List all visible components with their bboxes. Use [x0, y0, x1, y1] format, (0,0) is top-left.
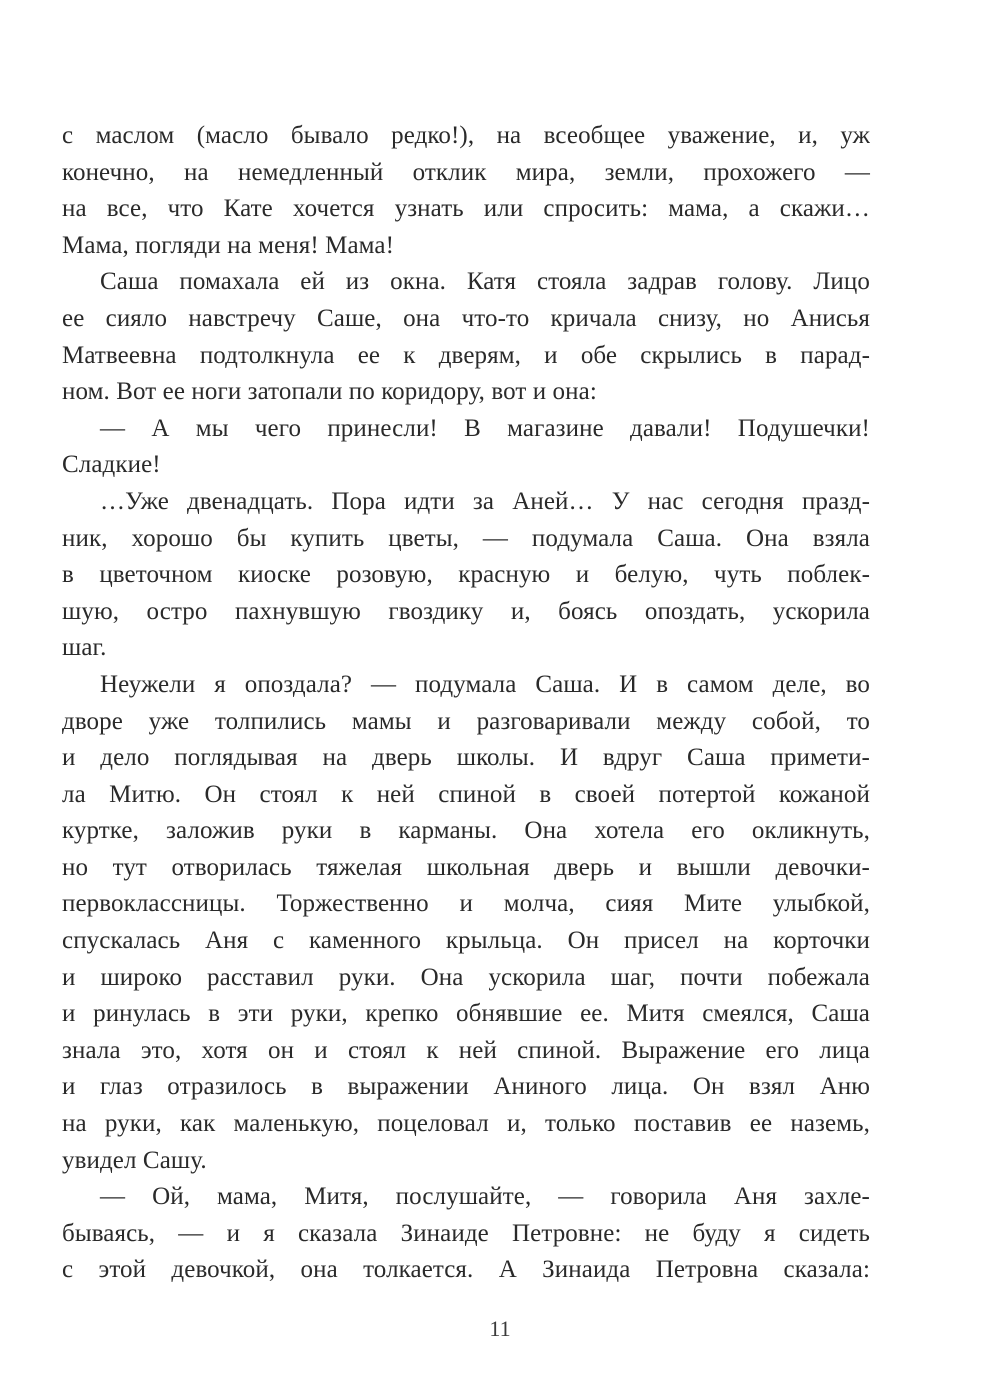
text-line: знала это, хотя он и стоял к ней спиной. Выражение его лица [62, 1036, 870, 1064]
text-line: ном. Вот ее ноги затопали по коридору, вот и она: [62, 378, 597, 406]
text-line: ее сияло навстречу Саше, она что-то кричала снизу, но Анисья [62, 304, 870, 332]
text-line: с этой девочкой, она толкается. А Зинаида Петровна сказала: [62, 1256, 870, 1284]
text-line: спускалась Аня с каменного крыльца. Он присел на корточки [62, 927, 870, 955]
text-line: но тут отворилась тяжелая школьная дверь и вышли девочки- [62, 853, 870, 881]
paragraph-first-line: — Ой, мама, Митя, послушайте, — говорила Аня захле- [100, 1183, 870, 1211]
text-line: ник, хорошо бы купить цветы, — подумала Саша. Она взяла [62, 524, 870, 552]
text-line: на все, что Кате хочется узнать или спросить: мама, а скажи… [62, 195, 870, 223]
text-line: и ринулась в эти руки, крепко обнявшие ее. Митя смеялся, Саша [62, 1000, 870, 1028]
text-line: Сладкие! [62, 451, 161, 479]
text-line: и широко расставил руки. Она ускорила шаг, почти побежала [62, 963, 870, 991]
text-line: с маслом (масло бывало редко!), на всеобщее уважение, и, уж [62, 122, 870, 149]
text-line: куртке, заложив руки в карманы. Она хотела его окликнуть, [62, 817, 870, 845]
text-line: Мама, погляди на меня! Мама! [62, 231, 395, 259]
text-line: ла Митю. Он стоял к ней спиной в своей потертой кожаной [62, 780, 870, 808]
page-body [62, 118, 870, 1289]
text-line: увидел Сашу. [62, 1146, 207, 1174]
text-line: в цветочном киоске розовую, красную и белую, чуть поблек- [62, 561, 870, 589]
text-line: шую, остро пахнувшую гвоздику и, боясь опоздать, ускорила [62, 597, 870, 625]
paragraph-first-line: …Уже двенадцать. Пора идти за Аней… У нас сегодня празд- [100, 487, 870, 515]
paragraph-first-line: — А мы чего принесли! В магазине давали! Подушечки! [100, 414, 870, 442]
text-line: первоклассницы. Торжественно и молча, сияя Мите улыбкой, [62, 890, 870, 918]
paragraph-first-line: Саша помахала ей из окна. Катя стояла задрав голову. Лицо [100, 268, 870, 296]
text-line: шаг. [62, 634, 107, 662]
text-line: конечно, на немедленный отклик мира, земли, прохожего — [62, 158, 870, 186]
text-line: на руки, как маленькую, поцеловал и, только поставив ее наземь, [62, 1110, 870, 1138]
page-number: 11 [489, 1316, 511, 1341]
text-line: и дело поглядывая на дверь школы. И вдруг Саша примети- [62, 744, 870, 772]
paragraph-first-line: Неужели я опоздала? — подумала Саша. И в самом деле, во [100, 670, 870, 698]
text-line: бываясь, — и я сказала Зинаиде Петровне: не буду я сидеть [62, 1219, 870, 1247]
text-line: дворе уже толпились мамы и разговаривали между собой, то [62, 707, 870, 735]
text-line: и глаз отразилось в выражении Аниного лица. Он взял Аню [62, 1073, 870, 1101]
text-line: Матвеевна подтолкнула ее к дверям, и обе скрылись в парад- [62, 341, 870, 369]
